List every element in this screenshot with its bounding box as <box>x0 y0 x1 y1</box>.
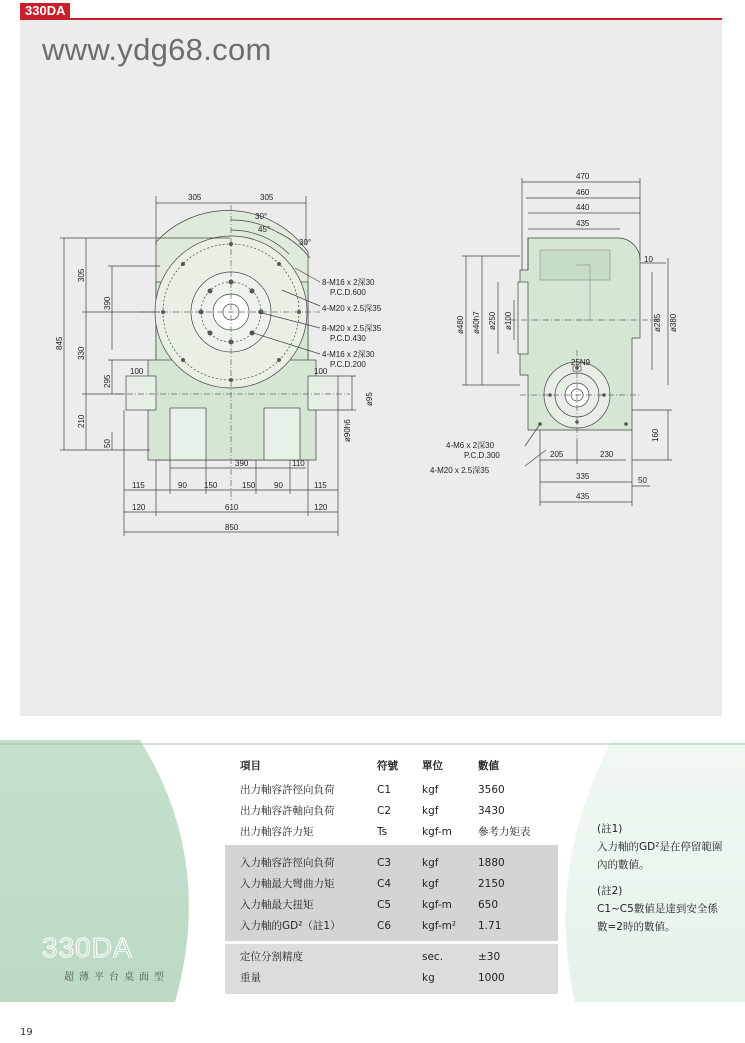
side-dim-460: 460 <box>576 188 590 197</box>
callout-2-spec: 4-M20 x 2.5深35 <box>322 304 382 313</box>
shaft-dim-left: 100 <box>130 367 144 376</box>
dim-295: 295 <box>103 374 112 388</box>
side-dim-230: 230 <box>600 450 614 459</box>
dim-845: 845 <box>55 336 64 350</box>
dim-210: 210 <box>77 414 86 428</box>
technical-drawing <box>20 20 722 716</box>
dim-50: 50 <box>103 439 112 448</box>
cell-item: 重量 <box>240 972 261 984</box>
cell-value: ±30 <box>478 951 501 963</box>
side-dim-435-top: 435 <box>576 219 590 228</box>
cell-value: 1000 <box>478 972 505 984</box>
angle-label-3: 30° <box>299 238 312 247</box>
note-1-text: 入力軸的GD²是在停留範圍內的數値。 <box>597 841 723 871</box>
bottom-dim-115-left: 115 <box>132 481 145 490</box>
notes <box>597 820 727 944</box>
cell-item: 入力軸容許徑向負荷 <box>240 857 335 869</box>
table-row <box>225 916 565 936</box>
cell-unit: kg <box>422 972 435 984</box>
drawing-panel <box>20 20 722 716</box>
side-dim-440: 440 <box>576 203 590 212</box>
table-row <box>225 874 565 894</box>
cell-item: 入力軸最大扭矩 <box>240 899 314 911</box>
cell-value: 2150 <box>478 878 505 890</box>
front-top-dim-left: 305 <box>188 193 202 202</box>
callout-3-pcd: P.C.D.430 <box>330 334 366 343</box>
dim-390: 390 <box>103 296 112 310</box>
dim-305: 305 <box>77 268 86 282</box>
callout-1-pcd: P.C.D.600 <box>330 288 366 297</box>
cell-symbol: C6 <box>377 920 392 932</box>
side-dim-205: 205 <box>550 450 564 459</box>
cell-unit: kgf-m <box>422 826 452 838</box>
bottom-dim-150-right: 150 <box>242 481 256 490</box>
table-row <box>225 822 565 842</box>
cell-symbol: C2 <box>377 805 392 817</box>
website-url: www.ydg68.com <box>42 32 272 67</box>
spec-table-header <box>225 756 565 776</box>
cell-symbol: C3 <box>377 857 392 869</box>
bottom-dim-120-right: 120 <box>314 503 328 512</box>
bottom-dim-110: 110 <box>292 459 305 468</box>
side-dim-160: 160 <box>651 428 660 442</box>
cell-item: 定位分割精度 <box>240 951 303 963</box>
cell-symbol: C1 <box>377 784 392 796</box>
cell-unit: sec. <box>422 951 444 963</box>
side-dim-435-bottom: 435 <box>576 492 590 501</box>
side-dim-40h7: ø40h7 <box>472 311 481 334</box>
front-top-dim-right: 305 <box>260 193 274 202</box>
note-1 <box>597 820 727 874</box>
table-row <box>225 801 565 821</box>
cell-value: 1880 <box>478 857 505 869</box>
header-item: 項目 <box>240 760 261 772</box>
page-number: 19 <box>20 1027 33 1038</box>
side-dim-10: 10 <box>644 255 653 264</box>
cell-value: 1.71 <box>478 920 502 932</box>
shaft-dim-right: 100 <box>314 367 328 376</box>
side-dim-50: 50 <box>638 476 647 485</box>
bottom-dim-850: 850 <box>225 523 239 532</box>
cell-symbol: C4 <box>377 878 392 890</box>
angle-label-1: 30° <box>255 212 268 221</box>
side-callout-2-spec: 4-M20 x 2.5深35 <box>430 466 490 475</box>
bottom-dim-150-left: 150 <box>204 481 218 490</box>
side-callout-1-pcd: P.C.D.300 <box>464 451 500 460</box>
cell-unit: kgf <box>422 857 439 869</box>
side-dim-480: ø480 <box>456 315 465 334</box>
brand-subtitle: 超薄平台桌面型 <box>64 972 169 983</box>
angle-label-2: 45° <box>258 225 271 234</box>
cell-item: 入力軸的GD²（註1） <box>240 920 341 932</box>
cell-unit: kgf <box>422 784 439 796</box>
side-dim-250: ø250 <box>488 311 497 330</box>
bottom-dim-90-right: 90 <box>274 481 283 490</box>
cell-value: 650 <box>478 899 499 911</box>
side-dim-380: ø380 <box>669 313 678 332</box>
shaft-dia-95: ø95 <box>365 392 374 406</box>
side-dim-470: 470 <box>576 172 590 181</box>
side-callout-1-spec: 4-M6 x 2深30 <box>446 441 495 450</box>
cell-symbol: C5 <box>377 899 392 911</box>
callout-4-spec: 4-M16 x 2深30 <box>322 350 375 359</box>
cell-item: 入力軸最大彎曲力矩 <box>240 878 335 890</box>
cell-item: 出力軸容許軸向負荷 <box>240 805 335 817</box>
bottom-dim-115-right: 115 <box>314 481 327 490</box>
callout-1-spec: 8-M16 x 2深30 <box>322 278 375 287</box>
side-dim-285: ø285 <box>653 313 662 332</box>
cell-unit: kgf <box>422 878 439 890</box>
cell-value: 3560 <box>478 784 505 796</box>
bottom-dim-390: 390 <box>235 459 249 468</box>
side-dim-100: ø100 <box>504 311 513 330</box>
cell-item: 出力軸容許力矩 <box>240 826 314 838</box>
dim-330: 330 <box>77 346 86 360</box>
callout-4-pcd: P.C.D.200 <box>330 360 366 369</box>
side-dim-335: 335 <box>576 472 590 481</box>
note-2-title: (註2) <box>597 885 623 897</box>
header-symbol: 符號 <box>377 760 398 772</box>
cell-value: 3430 <box>478 805 505 817</box>
header-unit: 單位 <box>422 760 443 772</box>
cell-value: 參考力矩表 <box>478 826 531 838</box>
cell-unit: kgf-m <box>422 899 452 911</box>
table-row <box>225 968 565 988</box>
bottom-dim-120-left: 120 <box>132 503 146 512</box>
table-row <box>225 895 565 915</box>
cell-symbol: Ts <box>377 826 388 838</box>
note-1-title: (註1) <box>597 823 623 835</box>
note-2-text: C1~C5數値是達到安全係數=2時的數値。 <box>597 903 718 933</box>
table-row <box>225 947 565 967</box>
shaft-dia-90: ø90h6 <box>343 419 352 442</box>
table-row <box>225 853 565 873</box>
model-tag: 330DA <box>20 3 70 19</box>
header-value: 數値 <box>478 760 499 772</box>
brand-name: 330DA <box>42 932 133 963</box>
keyway-label: 25N9 <box>571 358 591 367</box>
callout-3-spec: 8-M20 x 2.5深35 <box>322 324 382 333</box>
cell-unit: kgf-m² <box>422 920 457 932</box>
table-row <box>225 780 565 800</box>
cell-unit: kgf <box>422 805 439 817</box>
bottom-dim-90-left: 90 <box>178 481 187 490</box>
note-2 <box>597 882 727 936</box>
cell-item: 出力軸容許徑向負荷 <box>240 784 335 796</box>
bottom-dim-610: 610 <box>225 503 239 512</box>
